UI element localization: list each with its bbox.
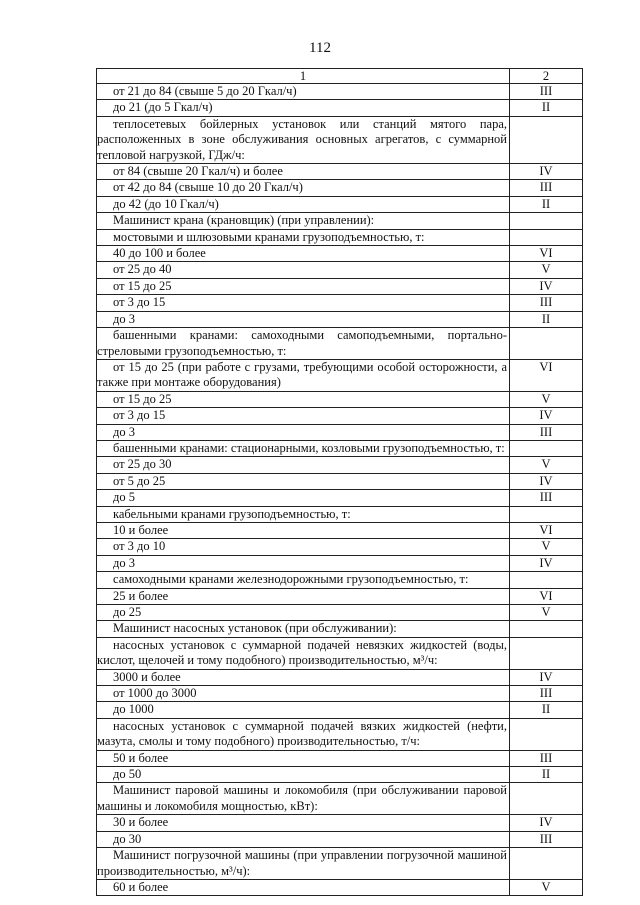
row-category: IV (510, 278, 583, 294)
table-row (97, 359, 583, 391)
table-row (97, 702, 583, 718)
table-row (97, 783, 583, 815)
row-description: 10 и более (97, 522, 510, 538)
row-category: IV (510, 473, 583, 489)
table-row (97, 391, 583, 407)
table-row (97, 473, 583, 489)
table-row (97, 506, 583, 522)
row-description: до 30 (97, 831, 510, 847)
row-category: V (510, 262, 583, 278)
qualification-table (96, 68, 583, 896)
row-description: от 42 до 84 (свыше 10 до 20 Гкал/ч) (97, 180, 510, 196)
table-row (97, 750, 583, 766)
row-category: III (510, 490, 583, 506)
row-description: Машинист насосных установок (при обслуживании): (97, 621, 510, 637)
row-category: VI (510, 522, 583, 538)
row-description: от 3 до 15 (97, 408, 510, 424)
row-description: 3000 и более (97, 669, 510, 685)
table-row (97, 84, 583, 100)
row-category: III (510, 686, 583, 702)
row-description: 50 и более (97, 750, 510, 766)
row-category: IV (510, 669, 583, 685)
table-row (97, 767, 583, 783)
table-row (97, 116, 583, 163)
row-description: теплосетевых бойлерных установок или станций мятого пара, расположенных в зоне обслуживания основных агрегатов, с суммарной тепловой нагрузкой, ГДж/ч: (97, 116, 510, 163)
table-row (97, 229, 583, 245)
row-description: от 25 до 30 (97, 457, 510, 473)
row-description: 60 и более (97, 879, 510, 895)
row-category: II (510, 196, 583, 212)
table-row (97, 621, 583, 637)
row-category: V (510, 391, 583, 407)
table-row (97, 588, 583, 604)
row-category: III (510, 750, 583, 766)
row-description: до 3 (97, 311, 510, 327)
row-category: II (510, 100, 583, 116)
row-category (510, 621, 583, 637)
row-category: II (510, 767, 583, 783)
row-category: VI (510, 359, 583, 391)
row-description: 30 и более (97, 815, 510, 831)
row-category: III (510, 84, 583, 100)
row-description: до 25 (97, 605, 510, 621)
table-row (97, 686, 583, 702)
table-row (97, 605, 583, 621)
row-description: от 3 до 10 (97, 539, 510, 555)
row-description: от 15 до 25 (97, 391, 510, 407)
table-row (97, 213, 583, 229)
page-number: 112 (309, 40, 331, 56)
row-description: от 15 до 25 (97, 278, 510, 294)
row-description: до 50 (97, 767, 510, 783)
row-description: 40 до 100 и более (97, 246, 510, 262)
row-category (510, 440, 583, 456)
row-description: от 84 (свыше 20 Гкал/ч) и более (97, 164, 510, 180)
row-description: от 5 до 25 (97, 473, 510, 489)
table-header-row (97, 69, 583, 84)
row-category (510, 848, 583, 880)
row-category (510, 116, 583, 163)
row-category (510, 506, 583, 522)
row-description: от 25 до 40 (97, 262, 510, 278)
table-row (97, 637, 583, 669)
row-description: Машинист крана (крановщик) (при управлении): (97, 213, 510, 229)
table-row (97, 262, 583, 278)
table-row (97, 408, 583, 424)
row-description: от 21 до 84 (свыше 5 до 20 Гкал/ч) (97, 84, 510, 100)
row-description: насосных установок с суммарной подачей вязких жидкостей (нефти, мазута, смолы и тому подобного) производительностью, т/ч: (97, 718, 510, 750)
row-category: II (510, 311, 583, 327)
table-row (97, 879, 583, 895)
row-description: 25 и более (97, 588, 510, 604)
row-category: II (510, 702, 583, 718)
row-category: IV (510, 555, 583, 571)
table-row (97, 246, 583, 262)
table-row (97, 100, 583, 116)
row-category: IV (510, 815, 583, 831)
table-row (97, 669, 583, 685)
table-row (97, 328, 583, 360)
row-description: до 3 (97, 424, 510, 440)
row-description: кабельными кранами грузоподъемностью, т: (97, 506, 510, 522)
row-description: до 21 (до 5 Гкал/ч) (97, 100, 510, 116)
row-description: до 5 (97, 490, 510, 506)
table-row (97, 180, 583, 196)
row-description: Машинист погрузочной машины (при управлении погрузочной машиной производительностью, м³/ч): (97, 848, 510, 880)
row-category: III (510, 180, 583, 196)
row-category: V (510, 605, 583, 621)
table-row (97, 815, 583, 831)
row-category: IV (510, 164, 583, 180)
table-row (97, 457, 583, 473)
column-header-2: 2 (510, 69, 583, 84)
row-category: V (510, 879, 583, 895)
row-description: башенными кранами: стационарными, козловыми грузоподъемностью, т: (97, 440, 510, 456)
row-category: III (510, 424, 583, 440)
row-description: Машинист паровой машины и локомобиля (при обслуживании паровой машины и локомобиля мощностью, кВт): (97, 783, 510, 815)
row-category (510, 572, 583, 588)
table-row (97, 490, 583, 506)
row-description: насосных установок с суммарной подачей невязких жидкостей (воды, кислот, щелочей и тому подобного) производительностью, м³/ч: (97, 637, 510, 669)
table-row (97, 831, 583, 847)
row-description: мостовыми и шлюзовыми кранами грузоподъемностью, т: (97, 229, 510, 245)
table-row (97, 522, 583, 538)
table-row (97, 572, 583, 588)
table-row (97, 718, 583, 750)
row-category (510, 718, 583, 750)
row-description: от 3 до 15 (97, 295, 510, 311)
table-row (97, 295, 583, 311)
row-category: III (510, 831, 583, 847)
row-description: от 1000 до 3000 (97, 686, 510, 702)
row-category: V (510, 539, 583, 555)
row-description: до 3 (97, 555, 510, 571)
row-category (510, 637, 583, 669)
table-row (97, 164, 583, 180)
table-row (97, 848, 583, 880)
row-category (510, 328, 583, 360)
table-row (97, 555, 583, 571)
row-description: до 1000 (97, 702, 510, 718)
row-category: III (510, 295, 583, 311)
row-category (510, 783, 583, 815)
column-header-1: 1 (97, 69, 510, 84)
row-category: IV (510, 408, 583, 424)
table-row (97, 424, 583, 440)
table-row (97, 440, 583, 456)
row-category (510, 213, 583, 229)
table-row (97, 539, 583, 555)
row-category: V (510, 457, 583, 473)
row-category (510, 229, 583, 245)
row-category: VI (510, 588, 583, 604)
table-row (97, 311, 583, 327)
row-category: VI (510, 246, 583, 262)
table-row (97, 278, 583, 294)
row-description: от 15 до 25 (при работе с грузами, требующими особой осторожности, а также при монтаже оборудования) (97, 359, 510, 391)
table-body (97, 84, 583, 896)
table-row (97, 196, 583, 212)
row-description: до 42 (до 10 Гкал/ч) (97, 196, 510, 212)
row-description: башенными кранами: самоходными самоподъемными, портально-стреловыми грузоподъемностью, т: (97, 328, 510, 360)
row-description: самоходными кранами железнодорожными грузоподъемностью, т: (97, 572, 510, 588)
